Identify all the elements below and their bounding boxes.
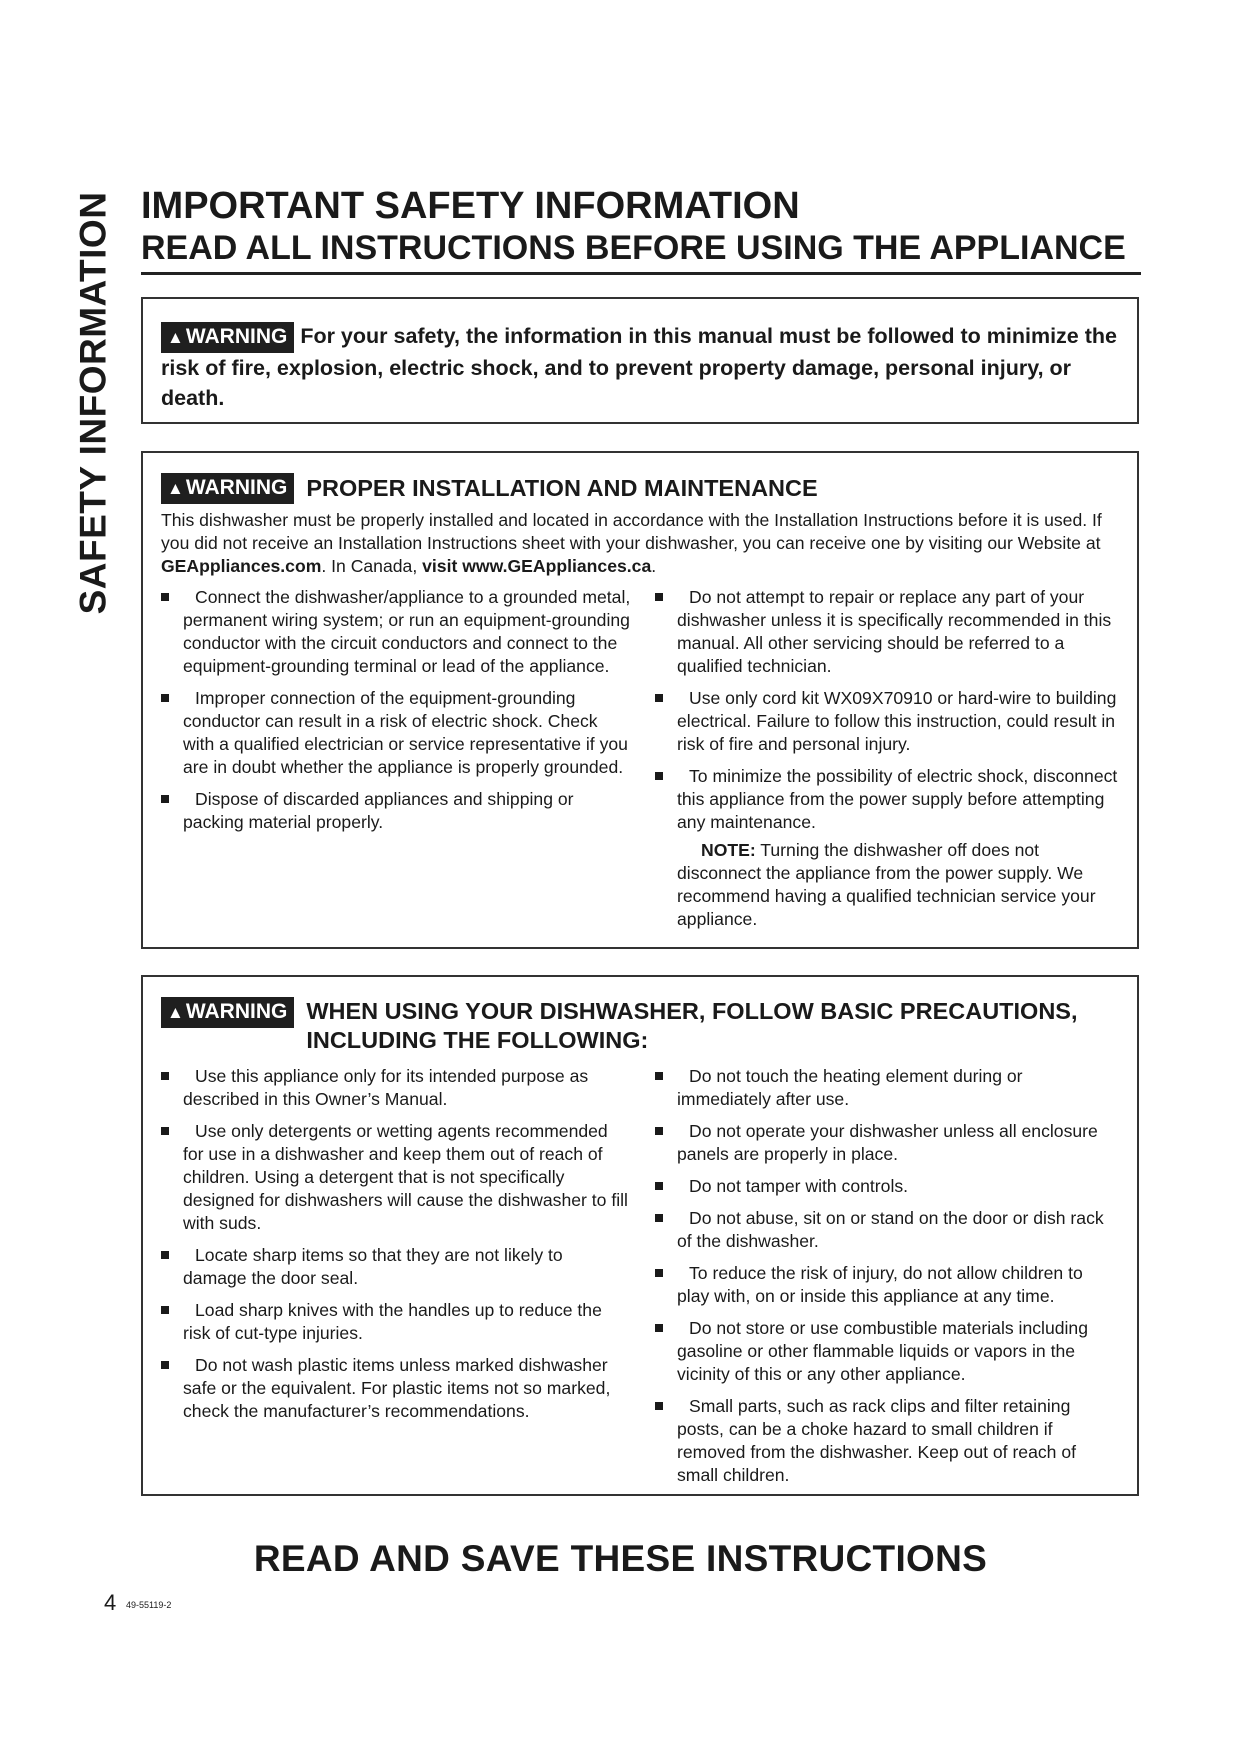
page-subtitle: READ ALL INSTRUCTIONS BEFORE USING THE APPLIANCE [141,228,1141,275]
list-item-text: To minimize the possibility of electric shock, disconnect this appliance from the power supply before attempting any maintenance. [677,766,1118,833]
warning-badge-label: WARNING [185,1000,288,1023]
installation-list-right [655,586,1119,834]
website-link[interactable]: GEAppliances.com [161,556,322,577]
maintenance-note [655,839,1119,931]
bullet-icon [655,1182,663,1190]
precautions-warning-box [141,975,1139,1496]
warning-triangle-icon: ▲ [167,479,184,499]
list-item [161,1299,631,1345]
list-item [161,1065,631,1111]
section-side-tab-label: SAFETY INFORMATION [72,191,114,615]
list-item-text: Do not attempt to repair or replace any part of your dishwasher unless it is specifically recommended in this manual. All other servicing should be referred to a qualified technician. [677,587,1112,677]
page-header [141,184,1141,275]
precautions-list-right [655,1065,1119,1496]
document-code: 49-55119-2 [126,1600,172,1610]
page-title: IMPORTANT SAFETY INFORMATION [141,185,800,227]
list-item-text: Do not tamper with controls. [689,1176,909,1196]
footer-title: READ AND SAVE THESE INSTRUCTIONS [253,1538,988,1579]
warning-triangle-icon: ▲ [167,1003,184,1022]
bullet-icon [655,1214,663,1222]
bullet-icon [161,795,169,803]
bullet-icon [655,1324,663,1332]
list-item-text: To reduce the risk of injury, do not allow children to play with, on or inside this appliance at any time. [677,1263,1083,1306]
canada-website-link[interactable]: visit www.GEAppliances.ca [422,556,652,577]
installation-intro [161,509,1119,578]
list-item [655,687,1119,756]
bullet-icon [655,694,663,702]
list-item [655,1207,1119,1253]
list-item-text: Do not store or use combustible materials including gasoline or other flammable liquids or vapors in the vicinity of this or any other appliance. [677,1318,1088,1384]
list-item-text: Dispose of discarded appliances and shipping or packing material properly. [183,789,574,833]
list-item [655,1395,1119,1487]
warning-badge [161,322,294,353]
list-item [655,1120,1119,1166]
list-item-text: Locate sharp items so that they are not likely to damage the door seal. [183,1245,563,1288]
list-item [161,1120,631,1235]
list-item-text: Load sharp knives with the handles up to reduce the risk of cut-type injuries. [183,1300,602,1343]
bullet-icon [655,1127,663,1135]
list-item-text: Do not touch the heating element during or immediately after use. [677,1066,1023,1109]
installation-warning-box [141,451,1139,949]
list-item [161,687,631,779]
installation-heading [161,473,1119,504]
section-side-tab [58,188,128,618]
installation-heading-text: PROPER INSTALLATION AND MAINTENANCE [306,475,818,502]
safety-warning-box [141,297,1139,424]
list-item [161,788,631,834]
bullet-icon [655,772,663,780]
bullet-icon [655,1269,663,1277]
intro-text: . [651,556,657,577]
list-item-text: Use this appliance only for its intended purpose as described in this Owner’s Manual. [183,1066,589,1109]
list-item-text: Small parts, such as rack clips and filter retaining posts, can be a choke hazard to small children if removed from the dishwasher. Keep out of reach of small children. [677,1396,1077,1485]
list-item [655,586,1119,678]
installation-list-right-wrap [655,586,1119,931]
page-number: 4 [104,1590,117,1615]
precautions-list-left [161,1065,631,1496]
list-item [655,1317,1119,1386]
list-item-text: Do not abuse, sit on or stand on the door or dish rack of the dishwasher. [677,1208,1104,1251]
bullet-icon [161,593,169,601]
list-item-text: Connect the dishwasher/appliance to a grounded metal, permanent wiring system; or run an equipment-grounding conductor with the circuit conductors and connect to the equipment-grounding terminal or lead of the appliance. [183,587,631,677]
note-text: Turning the dishwasher off does not disconnect the appliance from the power supply. We recommend having a qualified technician service your appliance. [677,840,1096,930]
installation-list-left [161,586,631,931]
warning-triangle-icon: ▲ [167,327,184,347]
list-item-text: Do not operate your dishwasher unless all enclosure panels are properly in place. [677,1121,1098,1164]
bullet-icon [161,1072,169,1080]
warning-badge [161,473,294,504]
warning-badge-label: WARNING [185,324,288,348]
bullet-icon [161,694,169,702]
list-item [655,1175,1119,1198]
intro-text: . In Canada, [321,556,423,577]
safety-warning-text [161,321,1119,413]
bullet-icon [655,593,663,601]
note-label: NOTE: [701,840,756,861]
safety-warning-body: For your safety, the information in this manual must be followed to minimize the risk of fire, explosion, electric shock, and to prevent property damage, personal injury, or death. [161,324,1117,410]
list-item [161,1244,631,1290]
bullet-icon [655,1072,663,1080]
list-item-text: Use only cord kit WX09X70910 or hard-wire to building electrical. Failure to follow this instruction, could result in risk of fire and personal injury. [677,688,1117,755]
list-item-text: Do not wash plastic items unless marked dishwasher safe or the equivalent. For plastic items not so marked, check the manufacturer’s recommendations. [183,1355,611,1421]
list-item-text: Improper connection of the equipment-grounding conductor can result in a risk of electric shock. Check with a qualified electrician or service representative if you are in doubt whether the appliance is properly grounded. [183,688,628,778]
intro-text: This dishwasher must be properly installed and located in accordance with the Installation Instructions before it is used. If you did not receive an Installation Instructions sheet with your dishwasher, you can receive one by visiting our Website at [161,510,1102,554]
warning-badge-label: WARNING [185,476,288,500]
list-item [161,586,631,678]
bullet-icon [161,1251,169,1259]
precautions-heading-text: WHEN USING YOUR DISHWASHER, FOLLOW BASIC PRECAUTIONS, INCLUDING THE FOLLOWING: [306,998,1078,1053]
bullet-icon [161,1306,169,1314]
precautions-heading [161,997,1119,1055]
list-item [655,765,1119,834]
list-item [655,1262,1119,1308]
bullet-icon [655,1402,663,1410]
list-item [655,1065,1119,1111]
list-item-text: Use only detergents or wetting agents recommended for use in a dishwasher and keep them out of reach of children. Using a detergent that is not specifically designed for dishwashers will cause the dishwasher to fill with suds. [183,1121,628,1233]
warning-badge [161,997,294,1028]
list-item [161,1354,631,1423]
bullet-icon [161,1127,169,1135]
bullet-icon [161,1361,169,1369]
